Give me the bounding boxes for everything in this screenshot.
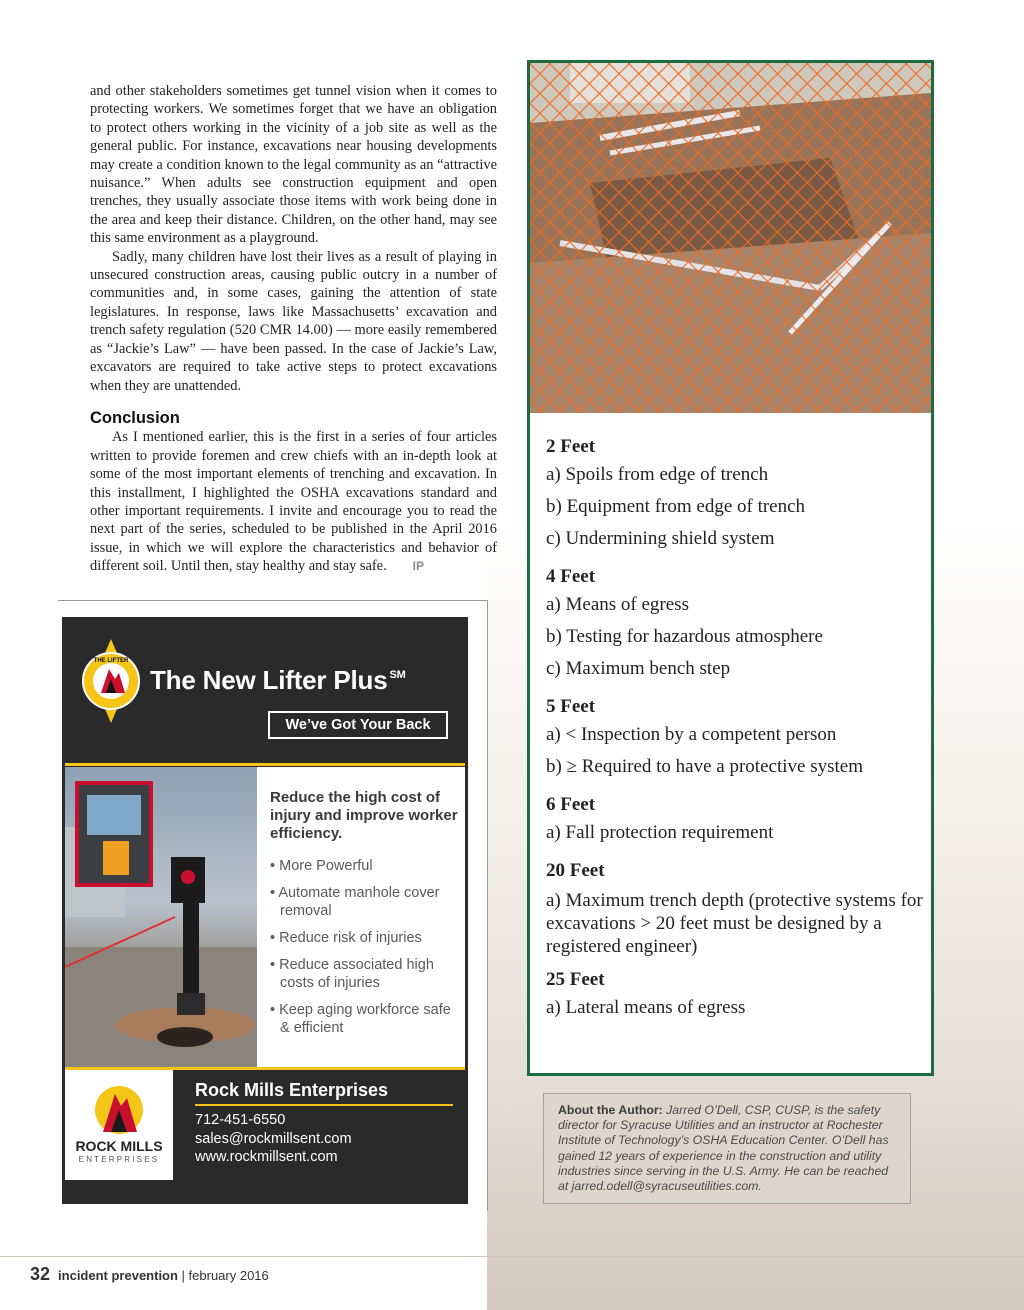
rock-mills-logo-icon (65, 1070, 173, 1140)
article-paragraph-1: and other stakeholders sometimes get tunnel vision when it comes to protecting workers. We sometimes forget that we have an obligation to protect others working in the vicinity of a job site as well as the general public. For instance, excavations near housing developments may create a condition known to the legal community as an “attractive nuisance.” When adults see construction equipment and open trenches, they usually associate those items with work being done in the area and keep their distance. Children, on the other hand, may see this same environment as a playground. (90, 83, 497, 247)
depth-requirements-list (546, 435, 926, 1034)
depth-heading: 25 Feet (546, 969, 605, 990)
ad-title-text: The New Lifter Plus (150, 665, 388, 695)
ad-tagline: We’ve Got Your Back (268, 711, 448, 739)
depth-item: a) Fall protection requirement (546, 822, 774, 843)
ad-divider (65, 763, 465, 766)
depth-item: b) Testing for hazardous atmosphere (546, 626, 823, 647)
ad-company-name: Rock Mills Enterprises (195, 1080, 389, 1100)
ad-contact-info (195, 1111, 352, 1167)
rock-mills-logo-name: ROCK MILLS (75, 1138, 163, 1154)
trench-fence-photo (530, 63, 931, 413)
section-heading: Conclusion (90, 408, 180, 427)
ad-divider (195, 1104, 453, 1106)
ad-bullet-list (270, 857, 460, 1037)
depth-item: a) Lateral means of egress (546, 997, 746, 1018)
ad-headline: Reduce the high cost of injury and improve worker efficiency. (270, 789, 458, 842)
depth-item: c) Undermining shield system (546, 528, 775, 549)
ad-phone: 712-451-6550 (195, 1112, 286, 1128)
depth-heading: 2 Feet (546, 436, 596, 457)
depth-heading: 6 Feet (546, 794, 596, 815)
depth-group-4-feet (546, 565, 926, 685)
depth-item: b) Equipment from edge of trench (546, 496, 806, 517)
ad-email[interactable]: sales@rockmillsent.com (195, 1130, 352, 1147)
svg-text:THE LIFTER: THE LIFTER (93, 658, 129, 664)
depth-group-5-feet (546, 695, 926, 783)
ad-bullet: • Keep aging workforce safe & efficient (270, 1001, 460, 1037)
article-paragraph-3-text: As I mentioned earlier, this is the first in a series of four articles written to provide foremen and crew chiefs with an in-depth look at some of the most important elements of trenching and excavation. In this installment, I highlighted the OSHA excavations standard and other important requirements. I invite and encourage you to read the next part of the series, scheduled to be published in the April 2016 issue, in which we will explore the characteristics and behavior of different soil. Until then, stay healthy and stay safe. (90, 429, 497, 575)
depth-group-2-feet (546, 435, 926, 555)
depth-heading: 4 Feet (546, 566, 596, 587)
footer-separator: | (177, 1268, 189, 1283)
page-footer (30, 1264, 269, 1285)
about-the-author-box (543, 1093, 911, 1204)
ad-copy (270, 789, 460, 1046)
depth-item: a) < Inspection by a competent person (546, 724, 837, 745)
ad-middle-section (65, 767, 465, 1067)
ad-title (150, 665, 406, 696)
rock-mills-logo (65, 1070, 173, 1180)
depth-item: a) Means of egress (546, 594, 689, 615)
depth-group-20-feet (546, 859, 926, 958)
lifter-product-photo (65, 767, 257, 1067)
page-number: 32 (30, 1264, 51, 1284)
ad-bullet: • More Powerful (270, 857, 460, 875)
issue-date: february 2016 (188, 1268, 269, 1283)
rock-mills-logo-sub: ENTERPRISES (78, 1155, 160, 1164)
lifter-logo-icon (79, 639, 143, 723)
ad-bullet: • Reduce risk of injuries (270, 929, 460, 947)
depth-group-6-feet (546, 793, 926, 849)
article-paragraph-3 (90, 428, 497, 575)
footer-rule (0, 1256, 1024, 1257)
ad-bullet: • Reduce associated high costs of injuries (270, 956, 460, 992)
article-paragraph-2: Sadly, many children have lost their lives as a result of playing in unsecured construction areas, causing public outcry in a number of communities and, in some cases, gaining the attention of state legislatures. In response, laws like Massachusetts’ excavation and trench safety regulation (520 CMR 14.00) — more easily remembered as “Jackie’s Law” — have been passed. In the case of Jackie’s Law, excavators are required to take active steps to protect excavations when they are unattended. (90, 248, 497, 394)
depth-item: c) Maximum bench step (546, 658, 731, 679)
depth-item: b) ≥ Required to have a protective system (546, 756, 863, 777)
fence-photo-illustration (530, 63, 931, 413)
article-column (90, 82, 497, 576)
service-mark: SM (389, 669, 406, 681)
author-bio: Jarred O’Dell, CSP, CUSP, is the safety director for Syracuse Utilities and an instructor at Rochester Institute of Technology’s OSHA Education Center. O’Dell has gained 12 years of experience in the construction and utility industries since serving in the U.S. Army. He can be reached at jarred.odell@syracuseutilities.com. (558, 1103, 889, 1194)
depth-item: a) Spoils from edge of trench (546, 464, 769, 485)
ad-website[interactable]: www.rockmillsent.com (195, 1149, 338, 1165)
magazine-name: incident prevention (58, 1268, 178, 1283)
depth-heading: 5 Feet (546, 696, 596, 717)
end-mark-icon: IP (412, 559, 425, 574)
ad-bullet: • Automate manhole cover removal (270, 884, 460, 920)
lifter-plus-advertisement (62, 617, 468, 1204)
depth-heading: 20 Feet (546, 860, 605, 881)
author-label: About the Author: (558, 1103, 663, 1117)
depth-group-25-feet (546, 968, 926, 1024)
trench-depth-sidebar (527, 60, 934, 1076)
depth-item: a) Maximum trench depth (protective systems for excavations > 20 feet must be designed by a registered engineer) (546, 890, 923, 957)
